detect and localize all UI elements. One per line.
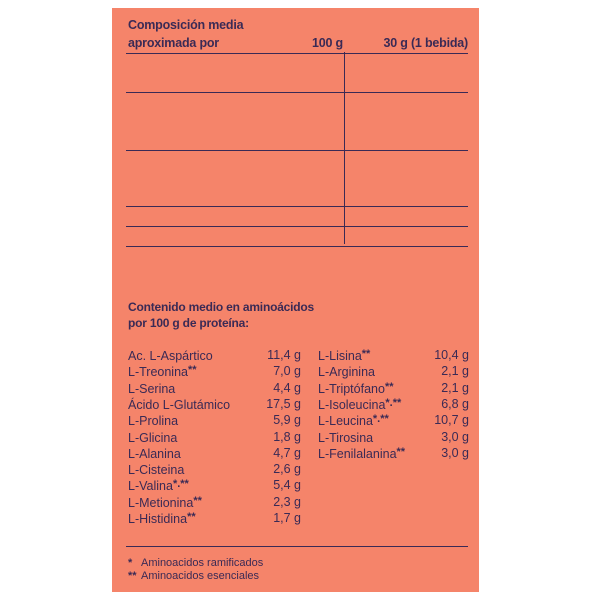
table-rule: [126, 53, 468, 54]
amino-acid-label: L-Triptófano: [318, 381, 385, 396]
table-rule: [126, 206, 468, 207]
amino-acid-label: L-Leucina: [318, 414, 373, 429]
footnote: [128, 570, 259, 582]
column-divider: [344, 52, 345, 244]
amino-acid-mark: *.**: [385, 396, 402, 409]
amino-acid-name: [128, 430, 177, 445]
amino-acid-name: [128, 381, 175, 396]
table-rule: [126, 92, 468, 93]
amino-acid-name: [128, 511, 196, 526]
amino-acid-label: L-Alanina: [128, 446, 181, 461]
amino-acid-mark: **: [187, 511, 196, 523]
amino-acid-label: L-Arginina: [318, 365, 375, 380]
amino-acid-label: L-Treonina: [128, 365, 188, 380]
amino-acid-mark: **: [193, 494, 202, 507]
amino-acid-label: L-Glicina: [128, 430, 178, 445]
amino-acid-value: 4,7 g: [273, 445, 301, 460]
amino-acid-name: [318, 381, 394, 396]
amino-acid-value: 5,4 g: [273, 478, 301, 493]
footnote: [128, 557, 263, 569]
amino-acid-label: L-Tirosina: [318, 430, 374, 445]
amino-acid-mark: **: [188, 364, 197, 377]
amino-acid-label: L-Metionina: [128, 495, 194, 510]
table-rule: [126, 226, 468, 227]
amino-acid-value: 10,7 g: [434, 413, 469, 428]
amino-acid-value: 10,4 g: [434, 348, 469, 362]
amino-acid-name: [318, 413, 389, 428]
amino-acid-name: [128, 495, 202, 510]
amino-acid-value: 17,5 g: [266, 396, 301, 411]
amino-acid-label: L-Cisteina: [128, 463, 185, 478]
amino-acid-name: [128, 462, 184, 477]
amino-acid-label: L-Lisina: [318, 349, 362, 363]
amino-acid-name: [318, 430, 373, 445]
amino-acid-name: [128, 397, 230, 412]
amino-acid-label: L-Prolina: [128, 414, 179, 429]
amino-acid-name: [128, 446, 181, 461]
amino-acid-name: [128, 478, 189, 493]
amino-acid-value: 5,9 g: [273, 413, 301, 428]
amino-acid-label: L-Serina: [128, 381, 176, 396]
amino-acid-name: [318, 397, 401, 412]
table-rule: [126, 246, 468, 247]
amino-acid-name: [318, 364, 375, 379]
amino-acid-mark: **: [396, 445, 406, 458]
amino-acid-value: 1,8 g: [273, 429, 301, 444]
amino-acid-value: 1,7 g: [273, 511, 301, 525]
amino-acid-name: [318, 348, 370, 363]
amino-acid-mark: *.**: [372, 413, 389, 426]
column-header-30g: 30 g (1 bebida): [383, 36, 468, 50]
table-rule: [126, 150, 468, 151]
amino-acid-value: 4,4 g: [273, 380, 301, 395]
amino-acid-name: [128, 364, 197, 379]
footnote-mark: **: [128, 570, 137, 582]
footnote-divider: [126, 546, 468, 547]
footnote-text: Aminoacidos ramificados: [141, 557, 264, 569]
column-header-100g: 100 g: [312, 36, 343, 50]
amino-acid-name: [128, 348, 213, 363]
nutrition-header-line1: Composición media: [128, 18, 244, 32]
amino-acid-value: 3,0 g: [441, 445, 469, 460]
amino-acid-mark: **: [361, 348, 371, 360]
amino-acid-value: 2,3 g: [273, 494, 301, 509]
nutrition-header-line2: aproximada por: [128, 36, 219, 50]
amino-title-line2: por 100 g de proteína:: [128, 316, 249, 330]
amino-acid-label: Ac. L-Aspártico: [128, 349, 213, 363]
amino-acid-value: 6,8 g: [441, 396, 469, 411]
footnote-mark: *: [128, 557, 133, 569]
amino-acid-mark: *.**: [172, 478, 189, 491]
amino-acid-value: 7,0 g: [273, 364, 301, 379]
amino-acid-label: L-Fenilalanina: [318, 446, 397, 461]
amino-acid-mark: **: [384, 380, 394, 393]
amino-acid-value: 3,0 g: [441, 429, 469, 444]
amino-acid-label: L-Valina: [128, 479, 173, 494]
amino-acid-name: [128, 413, 178, 428]
amino-acid-label: Ácido L-Glutámico: [128, 397, 231, 412]
amino-acid-value: 2,6 g: [273, 462, 301, 477]
amino-acid-value: 11,4 g: [267, 348, 301, 362]
amino-acid-label: L-Isoleucina: [318, 397, 386, 412]
amino-acid-label: L-Histidina: [128, 512, 188, 526]
amino-acid-name: [318, 446, 405, 461]
amino-acid-value: 2,1 g: [441, 364, 469, 379]
amino-title-line1: Contenido medio en aminoácidos: [128, 300, 315, 314]
amino-acid-value: 2,1 g: [441, 380, 469, 395]
footnote-text: Aminoacidos esenciales: [141, 570, 260, 582]
